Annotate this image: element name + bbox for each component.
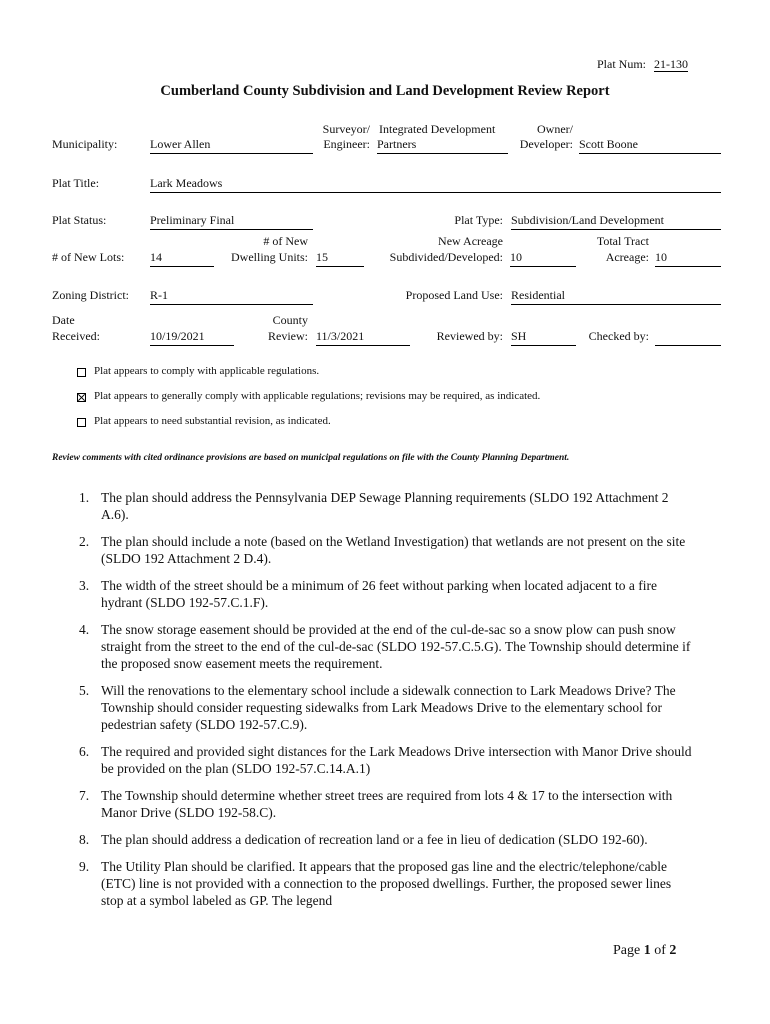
comment-number: 5. [79, 683, 90, 698]
county-review-label-1: County [272, 313, 308, 327]
page-total: 2 [669, 943, 677, 958]
comment-text: The width of the street should be a minimum of 26 feet without parking when located adjacent to a fire hydrant (SLDO 192-57.C.1.F). [101, 578, 657, 610]
comment-item [52, 577, 692, 611]
reviewed-by-value: SH [511, 329, 576, 346]
comment-text: The plan should address a dedication of recreation land or a fee in lieu of dedication (SLDO 192-60). [101, 832, 648, 847]
total-tract-label-2: Acreage: [605, 250, 649, 264]
comply-checkbox-label: Plat appears to comply with applicable regulations. [94, 365, 320, 377]
page-word: Page [613, 943, 641, 958]
dwelling-units-label-1: # of New [263, 234, 308, 248]
page-indicator [613, 943, 676, 959]
owner-label-1: Owner/ [537, 122, 573, 136]
owner-label-2: Developer: [519, 137, 573, 151]
checked-by-value [655, 329, 721, 346]
surveyor-label-2: Engineer: [323, 137, 370, 151]
of-word: of [654, 943, 666, 958]
plat-num-label: Plat Num: [597, 57, 647, 71]
total-tract-label-1: Total Tract [596, 234, 649, 248]
municipality-label: Municipality: [52, 137, 118, 151]
total-tract-value: 10 [655, 250, 721, 267]
comment-text: Will the renovations to the elementary school include a sidewalk connection to Lark Meadows Drive? The Township should consider requesting sidewalks from Lark Meadows Drive to the elementary school for pedestrian safety (SLDO 192-57.C.9). [101, 683, 676, 732]
comment-text: The required and provided sight distances for the Lark Meadows Drive intersection with Manor Drive should be provided on the plan (SLDO 192-57.C.14.A.1) [101, 744, 692, 776]
owner-value: Scott Boone [579, 137, 721, 154]
comment-item [52, 621, 692, 672]
comment-number: 3. [79, 578, 90, 593]
land-use-label: Proposed Land Use: [405, 288, 503, 302]
dwelling-units-label-2: Dwelling Units: [231, 250, 308, 264]
date-received-value: 10/19/2021 [150, 329, 234, 346]
zoning-value: R-1 [150, 288, 313, 305]
date-received-label-1: Date [52, 313, 75, 327]
plat-title-label: Plat Title: [52, 176, 100, 190]
surveyor-label-1: Surveyor/ [322, 122, 370, 136]
comment-item [52, 489, 692, 523]
comment-item [52, 831, 692, 848]
plat-title-value: Lark Meadows [150, 176, 721, 193]
plat-num-value: 21-130 [654, 57, 689, 71]
generally-comply-checkbox[interactable] [77, 393, 86, 402]
new-lots-value: 14 [150, 250, 214, 267]
new-acreage-value: 10 [510, 250, 576, 267]
comment-item [52, 533, 692, 567]
municipality-value: Lower Allen [150, 137, 313, 154]
comment-number: 4. [79, 622, 90, 637]
comment-number: 8. [79, 832, 90, 847]
county-review-label-2: Review: [268, 329, 308, 343]
page-title: Cumberland County Subdivision and Land Development Review Report [160, 83, 610, 99]
comment-number: 7. [79, 788, 90, 803]
comment-item [52, 743, 692, 777]
county-review-value: 11/3/2021 [316, 329, 410, 346]
comment-text: The plan should address the Pennsylvania DEP Sewage Planning requirements (SLDO 192 Attachment 2 A.6). [101, 490, 669, 522]
new-acreage-label-2: Subdivided/Developed: [389, 250, 503, 264]
comment-number: 1. [79, 490, 90, 505]
comment-number: 2. [79, 534, 90, 549]
comply-checkbox[interactable] [77, 368, 86, 377]
comment-item [52, 787, 692, 821]
comment-text: The snow storage easement should be provided at the end of the cul-de-sac so a snow plow can push snow straight from the street to the end of the cul-de-sac (SLDO 192-57.C.5.G). The Township should determine if the proposed snow easement meets the requirement. [101, 622, 691, 671]
review-comments-list [52, 489, 692, 919]
reviewed-by-label: Reviewed by: [436, 329, 503, 343]
checked-by-label: Checked by: [588, 329, 649, 343]
new-lots-label: # of New Lots: [52, 250, 125, 264]
plat-type-label: Plat Type: [454, 213, 503, 227]
comment-item [52, 858, 692, 909]
comment-text: The Utility Plan should be clarified. It appears that the proposed gas line and the electric/telephone/cable (ETC) line is not provided with a connection to the proposed dwellings. Further, the proposed sewer lines stop at a symbol labeled as GP. The legend [101, 859, 672, 908]
new-acreage-label-1: New Acreage [438, 234, 503, 248]
generally-comply-checkbox-label: Plat appears to generally comply with applicable regulations; revisions may be required, as indicated. [94, 390, 541, 402]
date-received-label-2: Received: [52, 329, 100, 343]
surveyor-value-1: Integrated Development [379, 122, 496, 136]
plat-num [597, 57, 688, 72]
review-note: Review comments with cited ordinance provisions are based on municipal regulations on file with the County Planning Department. [52, 453, 570, 463]
zoning-label: Zoning District: [52, 288, 129, 302]
plat-status-label: Plat Status: [52, 213, 107, 227]
comment-number: 9. [79, 859, 90, 874]
surveyor-value-2: Partners [377, 137, 508, 154]
dwelling-units-value: 15 [316, 250, 364, 267]
substantial-revision-checkbox[interactable] [77, 418, 86, 427]
comment-text: The Township should determine whether street trees are required from lots 4 & 17 to the intersection with Manor Drive (SLDO 192-58.C). [101, 788, 673, 820]
land-use-value: Residential [511, 288, 721, 305]
page-current: 1 [643, 943, 651, 958]
comment-text: The plan should include a note (based on the Wetland Investigation) that wetlands are not present on the site (SLDO 192 Attachment 2 D.4). [101, 534, 686, 566]
plat-status-value: Preliminary Final [150, 213, 313, 230]
plat-type-value: Subdivision/Land Development [511, 213, 721, 230]
substantial-revision-checkbox-label: Plat appears to need substantial revision, as indicated. [94, 415, 331, 427]
comment-number: 6. [79, 744, 90, 759]
comment-item [52, 682, 692, 733]
